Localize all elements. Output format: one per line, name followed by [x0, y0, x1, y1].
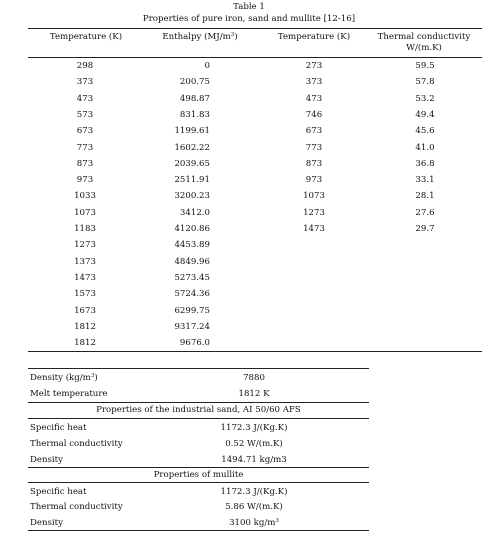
sand-heading: Properties of the industrial sand, AI 50/60 AFS: [96, 405, 301, 415]
iron-melt-value: 1812 K: [238, 389, 270, 399]
iron-density-label: Density $(kg/m^3)$: [30, 373, 98, 383]
conductivity-table-value-cell: 57.8: [415, 77, 435, 87]
header-temperature-conductivity: Temperature (K): [277, 32, 351, 42]
enthalpy-table-value-cell: 3200.23: [174, 191, 210, 201]
mullite-heading-rule: [28, 482, 369, 483]
enthalpy-table-value-cell: 4849.96: [174, 257, 210, 267]
enthalpy-table-temperature-cell: 473: [76, 94, 94, 104]
enthalpy-table-temperature-cell: 1183: [74, 224, 96, 234]
enthalpy-table-value-cell: 5724.36: [174, 289, 210, 299]
table-title: Properties of pure iron, sand and mullite [12-16]: [142, 14, 356, 24]
sand-density-label: Density: [30, 455, 63, 465]
enthalpy-table-value-cell: 5273.45: [174, 273, 210, 283]
enthalpy-table-value-cell: 831.83: [179, 110, 210, 120]
enthalpy-table-temperature-cell: 1812: [74, 338, 96, 348]
conductivity-table-temperature-cell: 773: [305, 143, 323, 153]
sand-density-value: 1494.71 kg/m3: [221, 455, 287, 465]
conductivity-table-value-cell: 33.1: [415, 175, 435, 185]
enthalpy-table-temperature-cell: 573: [76, 110, 94, 120]
iron-top-rule: [28, 368, 369, 369]
sand-specific-heat-label: Specific heat: [30, 423, 87, 433]
mullite-bottom-rule: [28, 530, 369, 531]
enthalpy-table-temperature-cell: 873: [76, 159, 94, 169]
main-table-header-rule: [28, 57, 482, 58]
mullite-density-label: Density: [30, 518, 63, 528]
conductivity-table-temperature-cell: 1073: [303, 191, 325, 201]
enthalpy-table-value-cell: 498.87: [179, 94, 210, 104]
enthalpy-table-value-cell: 3412.0: [179, 208, 210, 218]
conductivity-table-temperature-cell: 273: [305, 61, 323, 71]
enthalpy-table-temperature-cell: 1033: [74, 191, 96, 201]
mullite-specific-heat-value: 1172.3 J/(Kg.K): [220, 487, 288, 497]
conductivity-table-value-cell: 28.1: [415, 191, 435, 201]
main-table-top-rule: [28, 28, 482, 29]
mullite-conductivity-value: 5.86 W/(m.K): [225, 502, 283, 512]
sand-conductivity-value: 0.52 W/(m.K): [225, 439, 283, 449]
conductivity-table-value-cell: 53.2: [415, 94, 435, 104]
enthalpy-table-value-cell: 4453.89: [174, 240, 210, 250]
enthalpy-table-value-cell: 4120.86: [174, 224, 210, 234]
conductivity-table-temperature-cell: 1273: [303, 208, 325, 218]
conductivity-table-temperature-cell: 746: [305, 110, 323, 120]
enthalpy-table-value-cell: 1602.22: [174, 143, 210, 153]
conductivity-table-value-cell: 27.6: [415, 208, 435, 218]
enthalpy-table-value-cell: 9317.24: [174, 322, 210, 332]
enthalpy-table-temperature-cell: 1673: [74, 306, 96, 316]
conductivity-table-temperature-cell: 373: [305, 77, 323, 87]
conductivity-table-value-cell: 49.4: [415, 110, 435, 120]
enthalpy-table-temperature-cell: 1812: [74, 322, 96, 332]
enthalpy-table-temperature-cell: 773: [76, 143, 94, 153]
enthalpy-table-value-cell: 0: [204, 61, 210, 71]
header-enthalpy: Enthalpy $(MJ/m^3)$: [162, 32, 238, 42]
enthalpy-table-temperature-cell: 1073: [74, 208, 96, 218]
enthalpy-table-value-cell: 200.75: [179, 77, 210, 87]
mullite-heading: Properties of mullite: [153, 470, 244, 480]
enthalpy-table-value-cell: 6299.75: [174, 306, 210, 316]
conductivity-table-value-cell: 41.0: [415, 143, 435, 153]
enthalpy-table-temperature-cell: 1473: [74, 273, 96, 283]
header-temperature-enthalpy: Temperature (K): [49, 32, 123, 42]
enthalpy-table-temperature-cell: 1273: [74, 240, 96, 250]
sand-heading-rule: [28, 418, 369, 419]
sand-specific-heat-value: 1172.3 J/(Kg.K): [220, 423, 288, 433]
conductivity-table-temperature-cell: 873: [305, 159, 323, 169]
conductivity-table-temperature-cell: 973: [305, 175, 323, 185]
conductivity-table-value-cell: 59.5: [415, 61, 435, 71]
enthalpy-table-temperature-cell: 673: [76, 126, 94, 136]
header-conductivity-line1: Thermal conductivity: [377, 32, 471, 42]
conductivity-table-value-cell: 29.7: [415, 224, 435, 234]
enthalpy-table-temperature-cell: 298: [76, 61, 94, 71]
iron-melt-label: Melt temperature: [30, 389, 108, 399]
enthalpy-table-temperature-cell: 1373: [74, 257, 96, 267]
enthalpy-table-value-cell: 2511.91: [174, 175, 210, 185]
enthalpy-table-value-cell: 9676.0: [179, 338, 210, 348]
mullite-conductivity-label: Thermal conductivity: [30, 502, 123, 512]
mullite-density-value: 3100 $kg/m^3$: [229, 518, 279, 528]
conductivity-table-temperature-cell: 673: [305, 126, 323, 136]
header-conductivity-line2: W/(m.K): [406, 43, 442, 53]
enthalpy-table-value-cell: 2039.65: [174, 159, 210, 169]
iron-bottom-rule: [28, 402, 369, 403]
enthalpy-table-temperature-cell: 973: [76, 175, 94, 185]
conductivity-table-temperature-cell: 473: [305, 94, 323, 104]
enthalpy-table-value-cell: 1199.61: [174, 126, 210, 136]
enthalpy-table-temperature-cell: 1573: [74, 289, 96, 299]
conductivity-table-value-cell: 45.6: [415, 126, 435, 136]
mullite-specific-heat-label: Specific heat: [30, 487, 87, 497]
sand-bottom-rule: [28, 467, 369, 468]
conductivity-table-value-cell: 36.8: [415, 159, 435, 169]
conductivity-table-temperature-cell: 1473: [303, 224, 325, 234]
sand-conductivity-label: Thermal conductivity: [30, 439, 123, 449]
enthalpy-table-temperature-cell: 373: [76, 77, 94, 87]
iron-density-value: 7880: [243, 373, 265, 383]
table-caption: Table 1: [233, 2, 265, 12]
main-table-bottom-rule: [28, 351, 482, 352]
